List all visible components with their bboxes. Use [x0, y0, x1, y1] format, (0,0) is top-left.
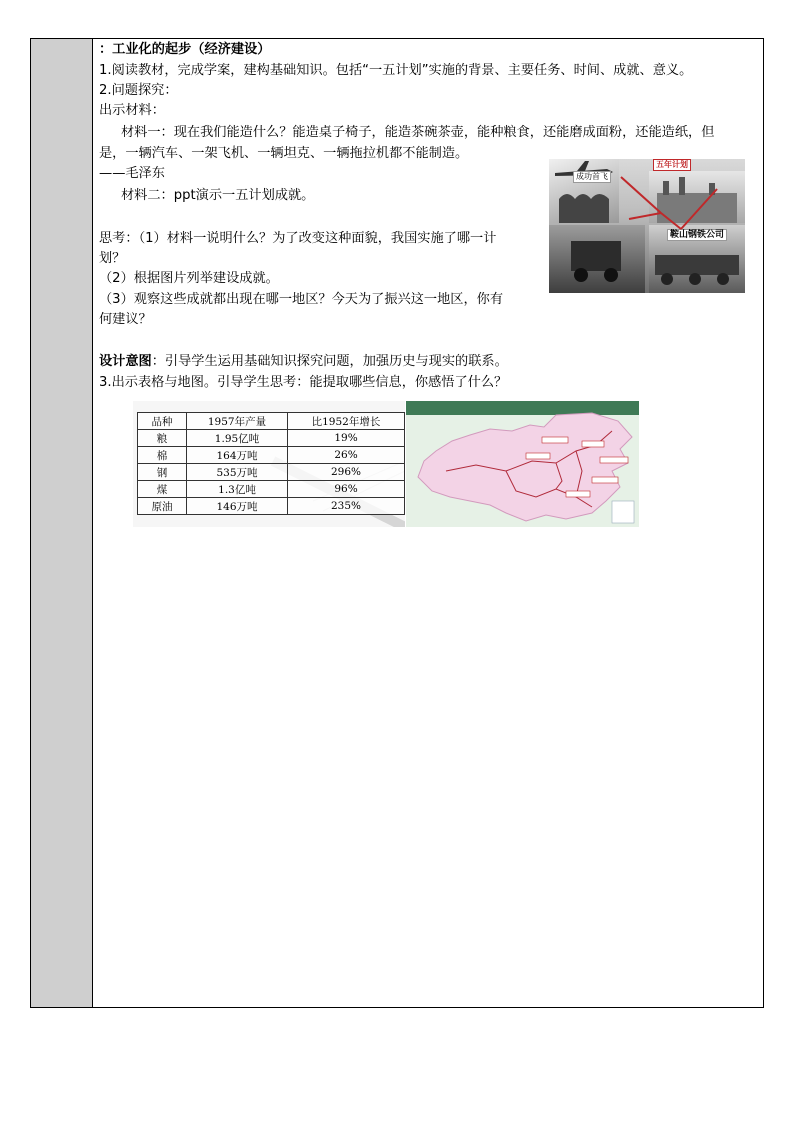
- left-label-column: [31, 39, 93, 1007]
- table-cell: 296%: [288, 464, 405, 481]
- collage-caption-top: 成功首飞: [573, 171, 611, 183]
- table-header-cell: 比1952年增长: [288, 413, 405, 430]
- think-1-line-2: 划？: [99, 251, 126, 266]
- table-row: [138, 447, 405, 464]
- table-cell: 535万吨: [187, 464, 288, 481]
- think-3-line-2: 何建议？: [99, 312, 152, 327]
- think-3-line-1: （3）观察这些成就都出现在哪一地区？今天为了振兴这一地区，你有: [99, 292, 504, 307]
- table-row: [138, 430, 405, 447]
- production-table: [137, 412, 405, 515]
- material-1-line-1: 材料一：现在我们能造什么？能造桌子椅子，能造茶碗茶壶，能种粮食，还能磨成面粉，还能造纸，但: [121, 125, 715, 140]
- china-map-icon: [406, 401, 639, 527]
- table-cell: 235%: [288, 498, 405, 515]
- think-1-line-1: 思考：（1）材料一说明什么？为了改变这种面貌，我国实施了哪一计: [99, 231, 497, 246]
- collage-caption-bottom: 鞍山钢铁公司: [667, 229, 727, 241]
- arrows-overlay: [549, 159, 745, 293]
- table-cell: 原油: [138, 498, 187, 515]
- table-cell: 钢: [138, 464, 187, 481]
- design-intent-label: 设计意图: [99, 354, 152, 369]
- table-cell: 96%: [288, 481, 405, 498]
- production-table-image: [133, 401, 405, 527]
- table-header-row: [138, 413, 405, 430]
- table-header-cell: 品种: [138, 413, 187, 430]
- table-cell: 煤: [138, 481, 187, 498]
- table-row: [138, 481, 405, 498]
- material-1-line-2: 是，一辆汽车、一架飞机、一辆坦克、一辆拖拉机都不能制造。: [99, 146, 469, 161]
- achievements-photo-collage: [549, 159, 745, 293]
- step-2: 2.问题探究：: [99, 83, 178, 98]
- table-header-cell: 1957年产量: [187, 413, 288, 430]
- table-cell: 1.3亿吨: [187, 481, 288, 498]
- design-intent-text: ：引导学生运用基础知识探究问题，加强历史与现实的联系。: [151, 354, 508, 369]
- show-material: 出示材料：: [99, 103, 165, 118]
- table-cell: 1.95亿吨: [187, 430, 288, 447]
- step-3: 3.出示表格与地图。引导学生思考：能提取哪些信息，你感悟了什么？: [99, 375, 508, 390]
- attribution: ——毛泽东: [99, 166, 165, 181]
- material-2: 材料二：ppt演示一五计划成就。: [121, 188, 315, 203]
- table-cell: 146万吨: [187, 498, 288, 515]
- lesson-table: [30, 38, 764, 1008]
- table-cell: 棉: [138, 447, 187, 464]
- table-cell: 164万吨: [187, 447, 288, 464]
- think-2: （2）根据图片列举建设成就。: [99, 271, 279, 286]
- table-row: [138, 498, 405, 515]
- design-intent: [99, 352, 508, 371]
- step-1: 1.阅读教材，完成学案，建构基础知识。包括“一五计划”实施的背景、主要任务、时间、成就、意义。: [99, 63, 693, 78]
- collage-title: 五年计划: [653, 159, 691, 171]
- table-cell: 19%: [288, 430, 405, 447]
- table-cell: 粮: [138, 430, 187, 447]
- content-cell: [93, 39, 763, 1007]
- table-cell: 26%: [288, 447, 405, 464]
- china-map-image: [406, 401, 639, 527]
- table-row: [138, 464, 405, 481]
- section-title: ：工业化的起步（经济建设）: [99, 42, 271, 57]
